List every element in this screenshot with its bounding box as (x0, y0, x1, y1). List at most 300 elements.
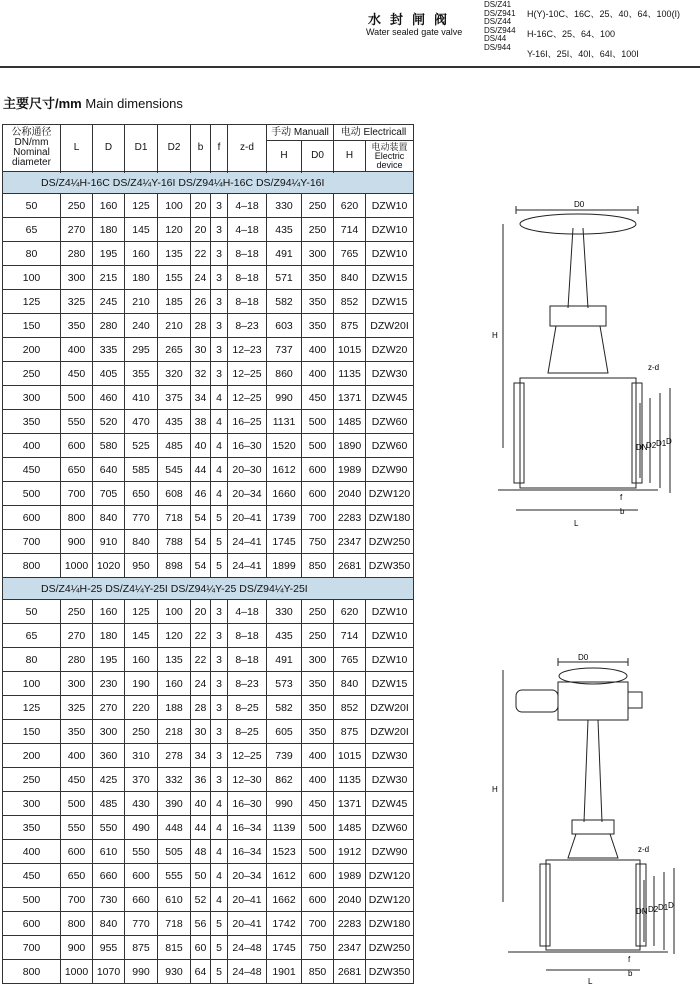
table-cell: 250 (3, 768, 61, 792)
table-cell: 145 (125, 218, 158, 242)
table-cell: 250 (302, 600, 334, 624)
table-cell: 840 (334, 672, 366, 696)
table-cell: 2040 (334, 482, 366, 506)
table-cell: 1131 (267, 410, 302, 434)
table-cell: 3 (211, 720, 228, 744)
table-cell: 1371 (334, 386, 366, 410)
table-cell: 1520 (267, 434, 302, 458)
table-cell: 1912 (334, 840, 366, 864)
table-cell: 573 (267, 672, 302, 696)
table-cell: 8–18 (228, 266, 267, 290)
table-cell: 990 (267, 792, 302, 816)
table-cell: 1523 (267, 840, 302, 864)
table-cell: 350 (302, 314, 334, 338)
table-cell: 3 (211, 624, 228, 648)
table-cell: 1899 (267, 554, 302, 578)
table-cell: 330 (267, 194, 302, 218)
table-cell: 16–25 (228, 410, 267, 434)
table-cell: 8–18 (228, 624, 267, 648)
table-cell: DZW10 (366, 194, 414, 218)
spec-line: Y-16I、25I、40I、64I、100I (527, 49, 639, 59)
table-row (3, 816, 414, 840)
dim-label: H (492, 331, 498, 340)
header-H: H (267, 141, 302, 172)
table-cell: 4–18 (228, 218, 267, 242)
table-cell: 5 (211, 936, 228, 960)
table-cell: 448 (158, 816, 191, 840)
table-row (3, 290, 414, 314)
table-cell: 815 (158, 936, 191, 960)
table-cell: DZW120 (366, 864, 414, 888)
table-cell: 2283 (334, 912, 366, 936)
table-cell: 180 (93, 624, 125, 648)
table-cell: 660 (125, 888, 158, 912)
table-cell: 2283 (334, 506, 366, 530)
table-cell: 20 (191, 194, 211, 218)
table-cell: 620 (334, 194, 366, 218)
table-cell: 714 (334, 624, 366, 648)
table-cell: 1371 (334, 792, 366, 816)
table-cell: 1135 (334, 768, 366, 792)
table-cell: 400 (302, 338, 334, 362)
table-cell: 875 (334, 314, 366, 338)
table-cell: DZW20 (366, 338, 414, 362)
table-cell: 185 (158, 290, 191, 314)
table-cell: 30 (191, 720, 211, 744)
table-row (3, 696, 414, 720)
table-cell: 265 (158, 338, 191, 362)
table-cell: 195 (93, 242, 125, 266)
table-cell: 1015 (334, 338, 366, 362)
group-label: DS/Z4¼H-16C DS/Z4¼Y-16I DS/Z94¼H-16C DS/Z94¼Y-16I (3, 172, 414, 194)
table-cell: 1989 (334, 864, 366, 888)
table-cell: 30 (191, 338, 211, 362)
table-cell: 325 (61, 290, 93, 314)
table-cell: 22 (191, 624, 211, 648)
table-cell: DZW60 (366, 410, 414, 434)
table-cell: 180 (125, 266, 158, 290)
table-cell: 600 (125, 864, 158, 888)
table-cell: 20–41 (228, 912, 267, 936)
table-cell: 250 (302, 194, 334, 218)
table-cell: 850 (302, 960, 334, 984)
table-cell: 700 (302, 912, 334, 936)
table-row (3, 888, 414, 912)
table-row (3, 266, 414, 290)
table-cell: 603 (267, 314, 302, 338)
table-cell: 485 (93, 792, 125, 816)
table-row (3, 530, 414, 554)
table-cell: 200 (3, 744, 61, 768)
table-cell: 500 (302, 840, 334, 864)
table-cell: DZW20I (366, 696, 414, 720)
table-cell: 210 (125, 290, 158, 314)
table-cell: 500 (302, 434, 334, 458)
table-cell: 4 (211, 792, 228, 816)
table-cell: 48 (191, 840, 211, 864)
header-electric: 电动 Electricall (334, 125, 414, 141)
table-cell: 325 (61, 696, 93, 720)
table-cell: 750 (302, 936, 334, 960)
table-cell: 400 (3, 434, 61, 458)
table-cell: 500 (3, 482, 61, 506)
table-cell: 360 (93, 744, 125, 768)
table-cell: 900 (61, 530, 93, 554)
table-cell: 240 (125, 314, 158, 338)
table-cell: 700 (3, 530, 61, 554)
table-cell: 1015 (334, 744, 366, 768)
table-cell: 450 (3, 458, 61, 482)
table-cell: DZW20I (366, 314, 414, 338)
header-divider (0, 66, 700, 68)
table-cell: 5 (211, 960, 228, 984)
table-cell: DZW90 (366, 458, 414, 482)
dim-label: H (492, 785, 498, 794)
table-cell: 500 (61, 792, 93, 816)
table-cell: 34 (191, 744, 211, 768)
table-row (3, 912, 414, 936)
table-cell: 12–25 (228, 362, 267, 386)
table-cell: 16–34 (228, 840, 267, 864)
table-cell: 28 (191, 696, 211, 720)
table-cell: 600 (61, 434, 93, 458)
table-cell: DZW350 (366, 960, 414, 984)
table-cell: 350 (302, 720, 334, 744)
table-cell: 3 (211, 648, 228, 672)
table-row (3, 936, 414, 960)
table-cell: 600 (302, 482, 334, 506)
table-cell: 620 (334, 600, 366, 624)
section-title-en: Main dimensions (85, 96, 183, 111)
table-cell: 875 (125, 936, 158, 960)
table-cell: 990 (267, 386, 302, 410)
table-cell: 280 (61, 648, 93, 672)
table-cell: 2040 (334, 888, 366, 912)
dim-label: D0 (578, 653, 589, 662)
table-cell: 4–18 (228, 194, 267, 218)
table-cell: 750 (302, 530, 334, 554)
table-cell: DZW20I (366, 720, 414, 744)
table-cell: 54 (191, 554, 211, 578)
table-cell: 571 (267, 266, 302, 290)
table-cell: 280 (93, 314, 125, 338)
table-cell: 765 (334, 242, 366, 266)
table-cell: 40 (191, 792, 211, 816)
table-cell: 20 (191, 600, 211, 624)
table-cell: 450 (302, 386, 334, 410)
table-cell: 370 (125, 768, 158, 792)
table-cell: 800 (61, 506, 93, 530)
table-cell: 435 (267, 624, 302, 648)
table-cell: 800 (3, 554, 61, 578)
table-cell: 16–30 (228, 434, 267, 458)
table-cell: 550 (125, 840, 158, 864)
dim-label: b (628, 969, 633, 978)
table-cell: 54 (191, 506, 211, 530)
table-cell: 490 (125, 816, 158, 840)
table-cell: 739 (267, 744, 302, 768)
dim-label: D2 (646, 441, 657, 450)
table-cell: 3 (211, 672, 228, 696)
table-cell: 3 (211, 768, 228, 792)
table-cell: DZW45 (366, 386, 414, 410)
header-D2: D2 (158, 125, 191, 172)
table-cell: 550 (61, 816, 93, 840)
table-cell: 295 (125, 338, 158, 362)
table-cell: 50 (191, 864, 211, 888)
table-cell: 46 (191, 482, 211, 506)
table-cell: 28 (191, 314, 211, 338)
table-row (3, 386, 414, 410)
table-cell: 195 (93, 648, 125, 672)
table-cell: 2347 (334, 530, 366, 554)
table-cell: 770 (125, 912, 158, 936)
table-row (3, 864, 414, 888)
table-cell: 600 (302, 458, 334, 482)
table-cell: 300 (302, 242, 334, 266)
table-cell: 215 (93, 266, 125, 290)
dimensions-table (2, 124, 414, 984)
table-cell: 650 (125, 482, 158, 506)
table-cell: 640 (93, 458, 125, 482)
table-cell: 300 (302, 648, 334, 672)
header-device: 电动装置 Electric device (366, 141, 414, 172)
table-cell: 300 (3, 792, 61, 816)
table-cell: 600 (3, 912, 61, 936)
table-cell: 545 (158, 458, 191, 482)
table-cell: 4 (211, 864, 228, 888)
model-code: DS/Z944 (484, 25, 516, 35)
table-cell: 660 (93, 864, 125, 888)
table-cell: 54 (191, 530, 211, 554)
table-cell: 1485 (334, 410, 366, 434)
table-cell: 800 (61, 912, 93, 936)
table-cell: 500 (3, 888, 61, 912)
table-cell: 4 (211, 482, 228, 506)
table-cell: 788 (158, 530, 191, 554)
table-cell: 1742 (267, 912, 302, 936)
table-cell: 300 (61, 266, 93, 290)
table-cell: 491 (267, 648, 302, 672)
table-cell: 12–30 (228, 768, 267, 792)
table-cell: 485 (158, 434, 191, 458)
table-cell: 8–23 (228, 672, 267, 696)
table-cell: 600 (302, 864, 334, 888)
dim-label: f (620, 493, 623, 502)
table-row (3, 600, 414, 624)
table-cell: 22 (191, 648, 211, 672)
table-cell: 1660 (267, 482, 302, 506)
dim-label: D (666, 437, 672, 446)
table-cell: 220 (125, 696, 158, 720)
table-cell: 50 (3, 600, 61, 624)
table-cell: 400 (61, 744, 93, 768)
table-cell: 250 (302, 218, 334, 242)
table-body (3, 172, 414, 984)
table-cell: 135 (158, 648, 191, 672)
table-cell: 24 (191, 266, 211, 290)
table-cell: 4 (211, 888, 228, 912)
table-cell: 450 (3, 864, 61, 888)
model-code: DS/Z44 (484, 17, 512, 27)
table-cell: DZW180 (366, 912, 414, 936)
table-cell: 125 (125, 600, 158, 624)
table-row (3, 338, 414, 362)
table-cell: 405 (93, 362, 125, 386)
table-cell: 145 (125, 624, 158, 648)
table-cell: 20 (191, 218, 211, 242)
table-cell: 730 (93, 888, 125, 912)
table-cell: 8–18 (228, 290, 267, 314)
table-row (3, 672, 414, 696)
table-cell: 450 (61, 768, 93, 792)
table-cell: DZW60 (366, 434, 414, 458)
table-cell: 400 (302, 744, 334, 768)
table-cell: 435 (267, 218, 302, 242)
table-cell: 160 (93, 600, 125, 624)
table-cell: 650 (61, 864, 93, 888)
dim-label: b (620, 507, 625, 516)
table-row (3, 242, 414, 266)
table-cell: 52 (191, 888, 211, 912)
table-cell: 335 (93, 338, 125, 362)
table-cell: 125 (125, 194, 158, 218)
table-cell: DZW15 (366, 290, 414, 314)
table-cell: 4 (211, 840, 228, 864)
table-cell: 3 (211, 266, 228, 290)
table-cell: 1739 (267, 506, 302, 530)
table-cell: 580 (93, 434, 125, 458)
table-cell: 250 (302, 624, 334, 648)
table-cell: 400 (61, 338, 93, 362)
table-cell: 1662 (267, 888, 302, 912)
table-cell: 700 (3, 936, 61, 960)
table-cell: 5 (211, 506, 228, 530)
table-cell: 190 (125, 672, 158, 696)
table-cell: 20–41 (228, 506, 267, 530)
dim-label: D (668, 901, 674, 910)
table-cell: 425 (93, 768, 125, 792)
table-row (3, 218, 414, 242)
dim-label: L (574, 519, 579, 528)
table-cell: 350 (3, 410, 61, 434)
table-cell: 245 (93, 290, 125, 314)
table-cell: 400 (302, 362, 334, 386)
table-cell: 80 (3, 648, 61, 672)
table-row (3, 840, 414, 864)
table-cell: DZW30 (366, 768, 414, 792)
header-H-electric: H (334, 141, 366, 172)
dim-label: DN (636, 907, 648, 916)
table-cell: 1901 (267, 960, 302, 984)
table-cell: 605 (267, 720, 302, 744)
table-cell: 955 (93, 936, 125, 960)
table-cell: 350 (302, 672, 334, 696)
table-cell: 700 (61, 888, 93, 912)
table-cell: 608 (158, 482, 191, 506)
table-cell: 218 (158, 720, 191, 744)
table-cell: 270 (93, 696, 125, 720)
table-cell: 280 (61, 242, 93, 266)
table-cell: 188 (158, 696, 191, 720)
table-cell: 26 (191, 290, 211, 314)
table-cell: 8–25 (228, 720, 267, 744)
table-cell: 1020 (93, 554, 125, 578)
table-cell: 5 (211, 912, 228, 936)
table-cell: 840 (125, 530, 158, 554)
table-cell: 852 (334, 290, 366, 314)
table-cell: 8–23 (228, 314, 267, 338)
table-cell: 1000 (61, 554, 93, 578)
table-cell: 330 (267, 600, 302, 624)
table-cell: 210 (158, 314, 191, 338)
table-cell: 100 (158, 600, 191, 624)
table-cell: DZW250 (366, 936, 414, 960)
table-cell: 34 (191, 386, 211, 410)
table-cell: DZW180 (366, 506, 414, 530)
table-cell: 64 (191, 960, 211, 984)
header-L: L (61, 125, 93, 172)
table-cell: 800 (3, 960, 61, 984)
table-cell: 20–34 (228, 482, 267, 506)
valve-drawing-electric (478, 652, 700, 988)
table-cell: 650 (61, 458, 93, 482)
table-row (3, 362, 414, 386)
table-cell: 900 (61, 936, 93, 960)
table-cell: DZW30 (366, 744, 414, 768)
table-cell: 100 (158, 194, 191, 218)
table-cell: 555 (158, 864, 191, 888)
header-b: b (191, 125, 211, 172)
table-cell: 450 (302, 792, 334, 816)
table-cell: 765 (334, 648, 366, 672)
table-cell: 375 (158, 386, 191, 410)
table-cell: 24 (191, 672, 211, 696)
table-row (3, 482, 414, 506)
table-cell: 16–30 (228, 792, 267, 816)
table-cell: 500 (302, 410, 334, 434)
table-cell: 990 (125, 960, 158, 984)
table-row (3, 648, 414, 672)
table-cell: 1135 (334, 362, 366, 386)
header-f: f (211, 125, 228, 172)
table-cell: 840 (334, 266, 366, 290)
table-cell: 550 (61, 410, 93, 434)
table-cell: 12–25 (228, 744, 267, 768)
table-cell: 3 (211, 362, 228, 386)
table-cell: 278 (158, 744, 191, 768)
section-title-zh: 主要尺寸/mm (3, 96, 82, 111)
table-cell: 700 (302, 506, 334, 530)
table-cell: 350 (3, 816, 61, 840)
table-cell: DZW10 (366, 242, 414, 266)
group-label: DS/Z4¼H-25 DS/Z4¼Y-25I DS/Z94¼Y-25 DS/Z94¼Y-25I (3, 578, 414, 600)
table-cell: 8–18 (228, 648, 267, 672)
dim-label: z-d (648, 363, 660, 372)
table-cell: 24–48 (228, 960, 267, 984)
dim-label: D1 (656, 439, 667, 448)
table-cell: DZW10 (366, 600, 414, 624)
table-cell: 505 (158, 840, 191, 864)
table-cell: 1745 (267, 530, 302, 554)
table-row (3, 194, 414, 218)
table-cell: 56 (191, 912, 211, 936)
dim-label: D2 (648, 905, 659, 914)
dim-label: DN (636, 443, 648, 452)
table-cell: 350 (302, 290, 334, 314)
table-cell: DZW15 (366, 672, 414, 696)
table-cell: 20–34 (228, 864, 267, 888)
